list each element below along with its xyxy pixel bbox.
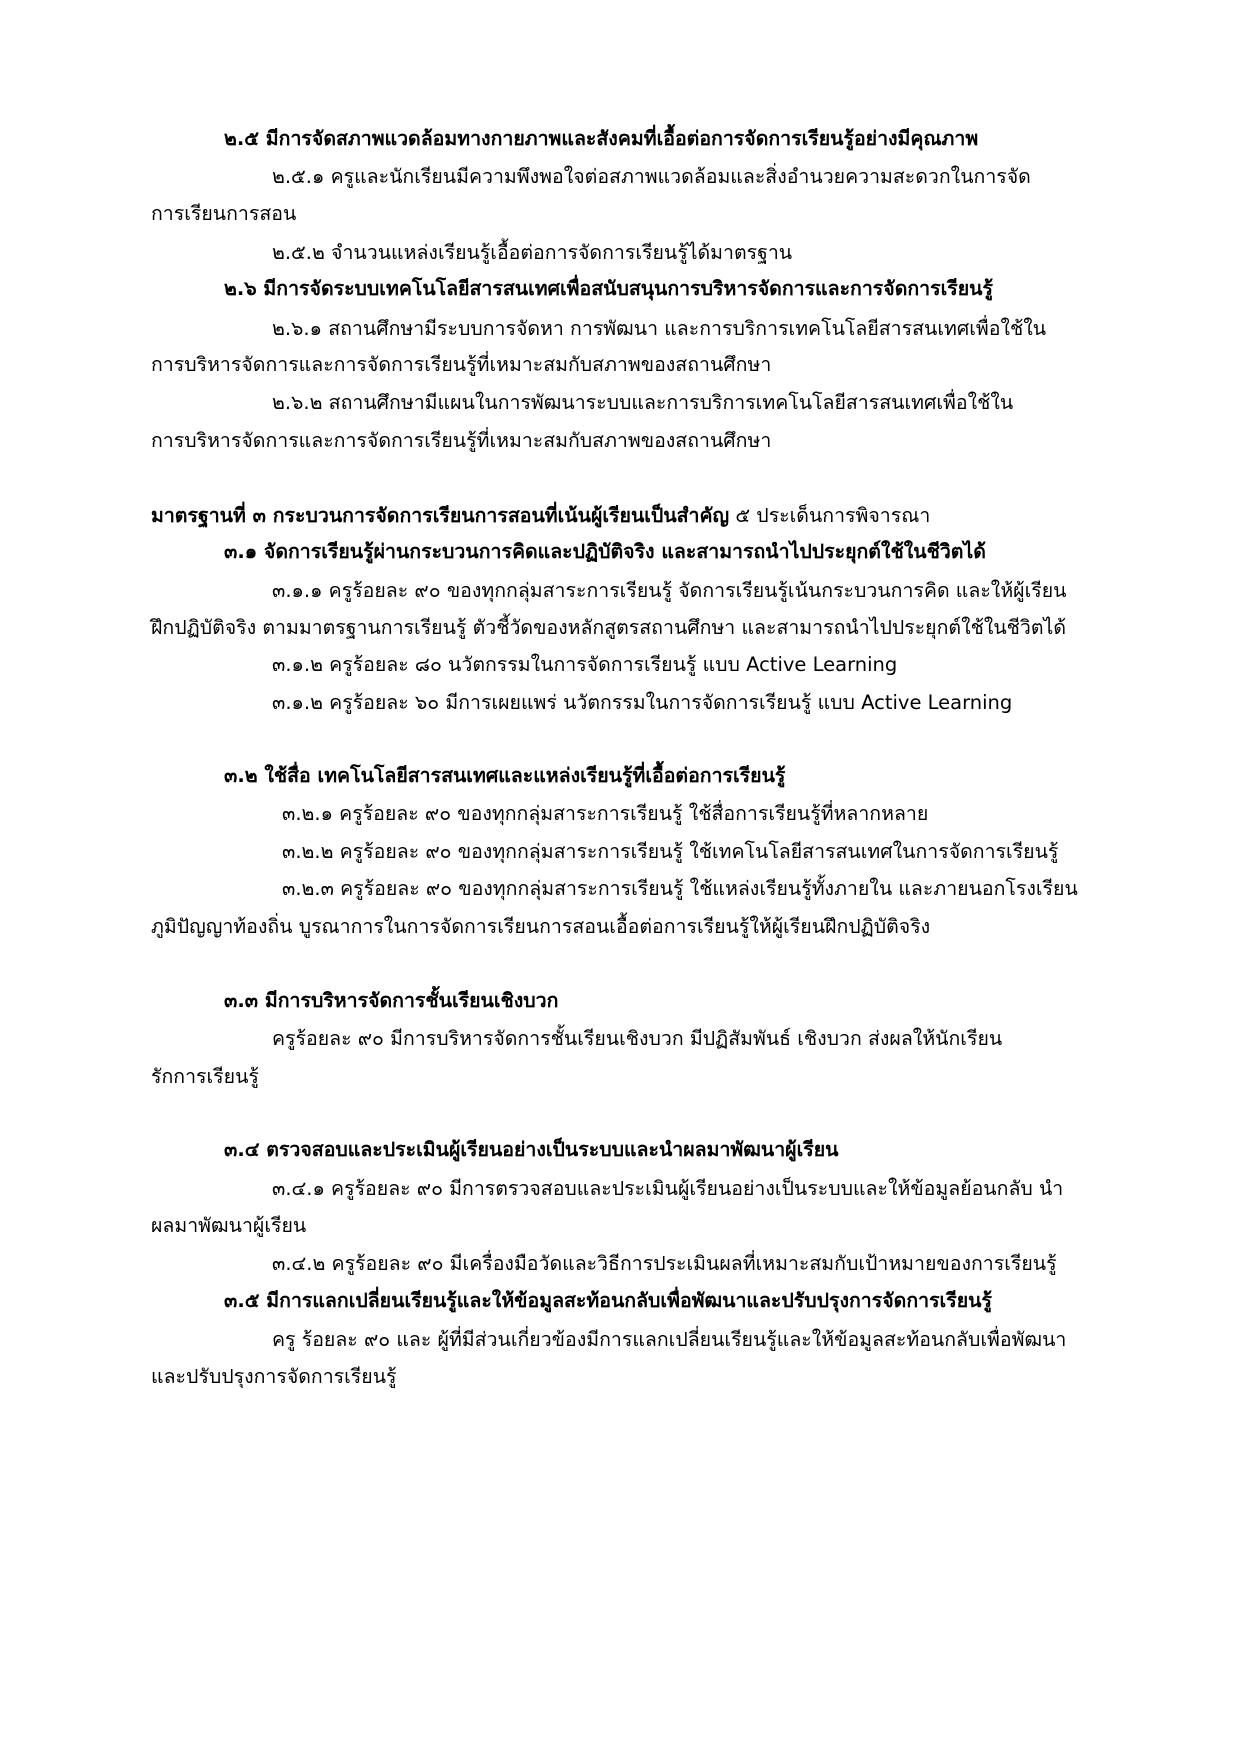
heading-3-4: ๓.๔ ตรวจสอบและประเมินผู้เรียนอย่างเป็นระบบและนำผลมาพัฒนาผู้เรียน [224, 1138, 839, 1161]
paragraph-line: การเรียนการสอน [151, 202, 297, 225]
paragraph-line: ๒.๕.๒ จำนวนแหล่งเรียนรู้เอื้อต่อการจัดการเรียนรู้ได้มาตรฐาน [272, 241, 793, 264]
paragraph-line: ๓.๔.๒ ครูร้อยละ ๙๐ มีเครื่องมือวัดและวิธีการประเมินผลที่เหมาะสมกับเป้าหมายของการเรียนรู้ [272, 1252, 1057, 1275]
paragraph-line: ผลมาพัฒนาผู้เรียน [151, 1214, 307, 1237]
heading-2-6: ๒.๖ มีการจัดระบบเทคโนโลยีสารสนเทศเพื่อสนับสนุนการบริหารจัดการและการจัดการเรียนรู้ [224, 277, 993, 300]
standard-3-title: มาตรฐานที่ ๓ กระบวนการจัดการเรียนการสอนที่เน้นผู้เรียนเป็นสำคัญ [151, 504, 730, 527]
paragraph-line: ๓.๑.๑ ครูร้อยละ ๙๐ ของทุกกลุ่มสาระการเรียนรู้ จัดการเรียนรู้เน้นกระบวนการคิด และให้ผู้เรียน [272, 579, 1067, 602]
paragraph-line: ๒.๖.๑ สถานศึกษามีระบบการจัดหา การพัฒนา และการบริการเทคโนโลยีสารสนเทศเพื่อใช้ใน [272, 317, 1047, 340]
heading-2-5: ๒.๕ มีการจัดสภาพแวดล้อมทางกายภาพและสังคมที่เอื้อต่อการจัดการเรียนรู้อย่างมีคุณภาพ [224, 127, 979, 150]
heading-3-3: ๓.๓ มีการบริหารจัดการชั้นเรียนเชิงบวก [224, 989, 559, 1012]
heading-3-2: ๓.๒ ใช้สื่อ เทคโนโลยีสารสนเทศและแหล่งเรียนรู้ที่เอื้อต่อการเรียนรู้ [224, 764, 786, 787]
standard-3-heading [151, 497, 930, 535]
heading-3-1: ๓.๑ จัดการเรียนรู้ผ่านกระบวนการคิดและปฏิบัติจริง และสามารถนำไปประยุกต์ใช้ในชีวิตได้ [224, 540, 986, 563]
heading-3-5: ๓.๕ มีการแลกเปลี่ยนเรียนรู้และให้ข้อมูลสะท้อนกลับเพื่อพัฒนาและปรับปรุงการจัดการเรียนรู้ [224, 1289, 992, 1312]
paragraph-line: ๓.๒.๓ ครูร้อยละ ๙๐ ของทุกกลุ่มสาระการเรียนรู้ ใช้แหล่งเรียนรู้ทั้งภายใน และภายนอกโรงเรียน [282, 877, 1078, 900]
paragraph-line: การบริหารจัดการและการจัดการเรียนรู้ที่เหมาะสมกับสภาพของสถานศึกษา [151, 429, 772, 452]
paragraph-line: การบริหารจัดการและการจัดการเรียนรู้ที่เหมาะสมกับสภาพของสถานศึกษา [151, 353, 772, 376]
paragraph-line: ๓.๑.๒ ครูร้อยละ ๖๐ มีการเผยแพร่ นวัตกรรมในการจัดการเรียนรู้ แบบ Active Learning [272, 691, 1013, 714]
paragraph-line: รักการเรียนรู้ [151, 1065, 259, 1088]
paragraph-line: ๓.๒.๑ ครูร้อยละ ๙๐ ของทุกกลุ่มสาระการเรียนรู้ ใช้สื่อการเรียนรู้ที่หลากหลาย [282, 802, 929, 825]
paragraph-line: ภูมิปัญญาท้องถิ่น บูรณาการในการจัดการเรียนการสอนเอื้อต่อการเรียนรู้ให้ผู้เรียนฝึกปฏิบัติจริง [151, 915, 931, 938]
paragraph-line: ครูร้อยละ ๙๐ มีการบริหารจัดการชั้นเรียนเชิงบวก มีปฏิสัมพันธ์ เชิงบวก ส่งผลให้นักเรียน [272, 1027, 1003, 1050]
paragraph-line: ๓.๑.๒ ครูร้อยละ ๘๐ นวัตกรรมในการจัดการเรียนรู้ แบบ Active Learning [272, 653, 898, 676]
paragraph-line: ฝึกปฏิบัติจริง ตามมาตรฐานการเรียนรู้ ตัวชี้วัดของหลักสูตรสถานศึกษา และสามารถนำไปประยุกต์ใช้ในชีวิตได้ [151, 616, 1066, 639]
paragraph-line: ๒.๖.๒ สถานศึกษามีแผนในการพัฒนาระบบและการบริการเทคโนโลยีสารสนเทศเพื่อใช้ใน [272, 391, 1014, 414]
paragraph-line: ๓.๒.๒ ครูร้อยละ ๙๐ ของทุกกลุ่มสาระการเรียนรู้ ใช้เทคโนโลยีสารสนเทศในการจัดการเรียนรู้ [282, 840, 1059, 863]
paragraph-line: ครู ร้อยละ ๙๐ และ ผู้ที่มีส่วนเกี่ยวข้องมีการแลกเปลี่ยนเรียนรู้และให้ข้อมูลสะท้อนกลับเพื่อพัฒนา [272, 1328, 1067, 1351]
paragraph-line: ๓.๔.๑ ครูร้อยละ ๙๐ มีการตรวจสอบและประเมินผู้เรียนอย่างเป็นระบบและให้ข้อมูลย้อนกลับ นำ [272, 1177, 1064, 1200]
paragraph-line: ๒.๕.๑ ครูและนักเรียนมีความพึงพอใจต่อสภาพแวดล้อมและสิ่งอำนวยความสะดวกในการจัด [272, 165, 1031, 188]
paragraph-line: และปรับปรุงการจัดการเรียนรู้ [151, 1365, 397, 1388]
standard-3-subtitle: ๕ ประเด็นการพิจารณา [729, 504, 931, 527]
